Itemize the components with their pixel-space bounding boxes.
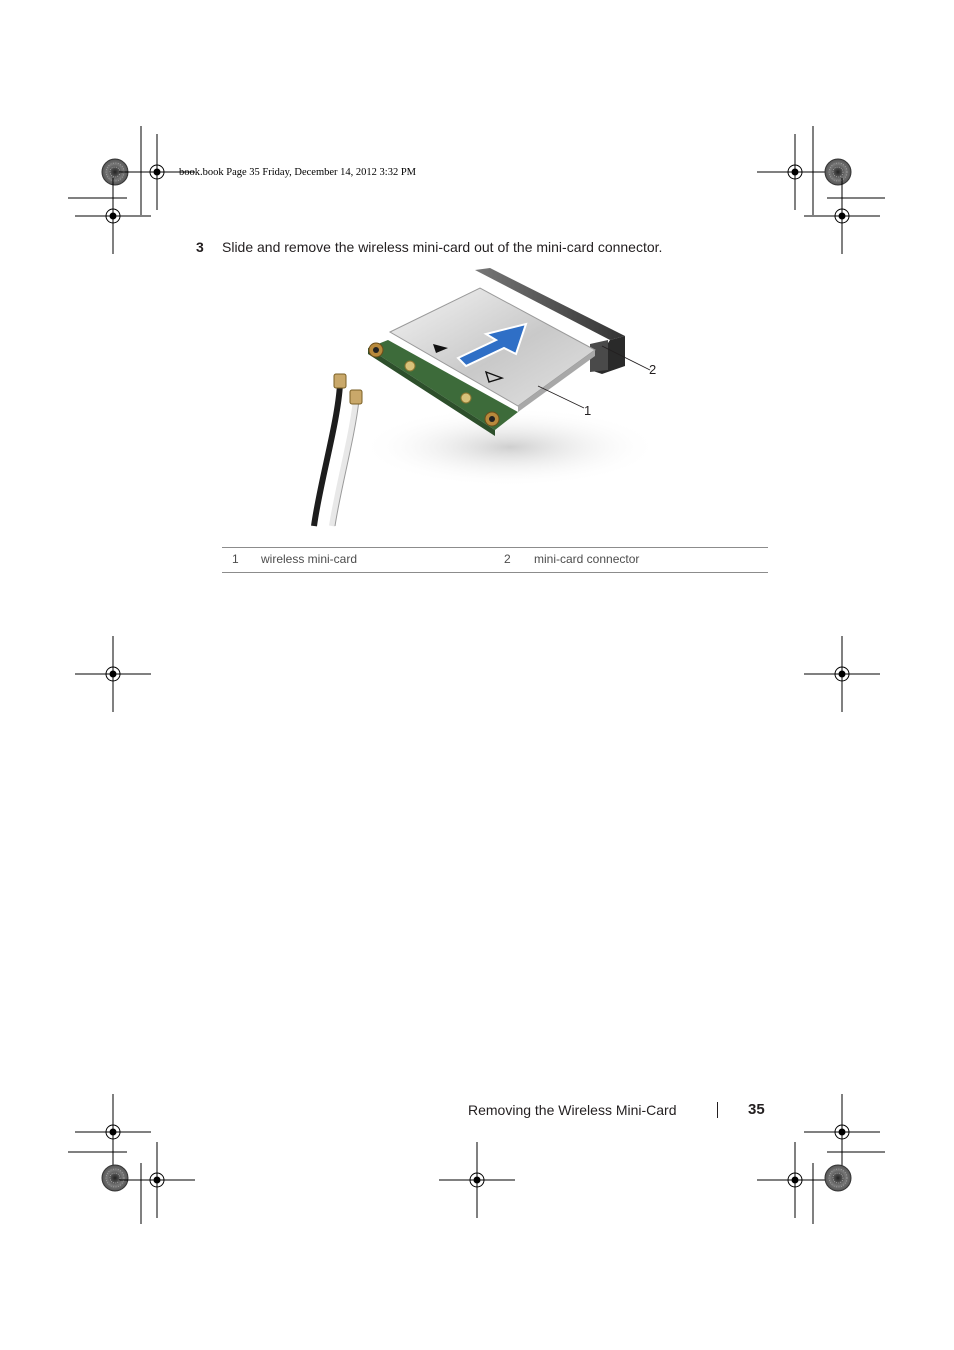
step-instruction [196, 239, 662, 255]
cable-connector-1 [334, 374, 346, 388]
callout-2: 2 [649, 362, 657, 377]
card-shadow [360, 407, 660, 487]
page-number: 35 [748, 1101, 765, 1118]
legend-number-2: 2 [504, 552, 511, 566]
footer-section-title: Removing the Wireless Mini-Card [468, 1102, 677, 1118]
step-text: Slide and remove the wireless mini-card out of the mini-card connector. [222, 239, 663, 255]
callout-legend-table [222, 547, 768, 573]
legend-label-2: mini-card connector [534, 552, 640, 566]
print-header: book.book Page 35 Friday, December 14, 2012 3:32 PM [179, 167, 416, 178]
antenna-connector-2 [461, 393, 471, 403]
antenna-connector-1 [405, 361, 415, 371]
callout-1: 1 [584, 403, 592, 418]
step-number: 3 [196, 239, 204, 255]
legend-label-1: wireless mini-card [261, 552, 358, 566]
footer-separator [717, 1102, 718, 1118]
cable-connector-2 [350, 390, 362, 404]
callout-line-1 [538, 386, 584, 408]
mini-card-figure [290, 262, 670, 532]
legend-number-1: 1 [232, 552, 239, 566]
